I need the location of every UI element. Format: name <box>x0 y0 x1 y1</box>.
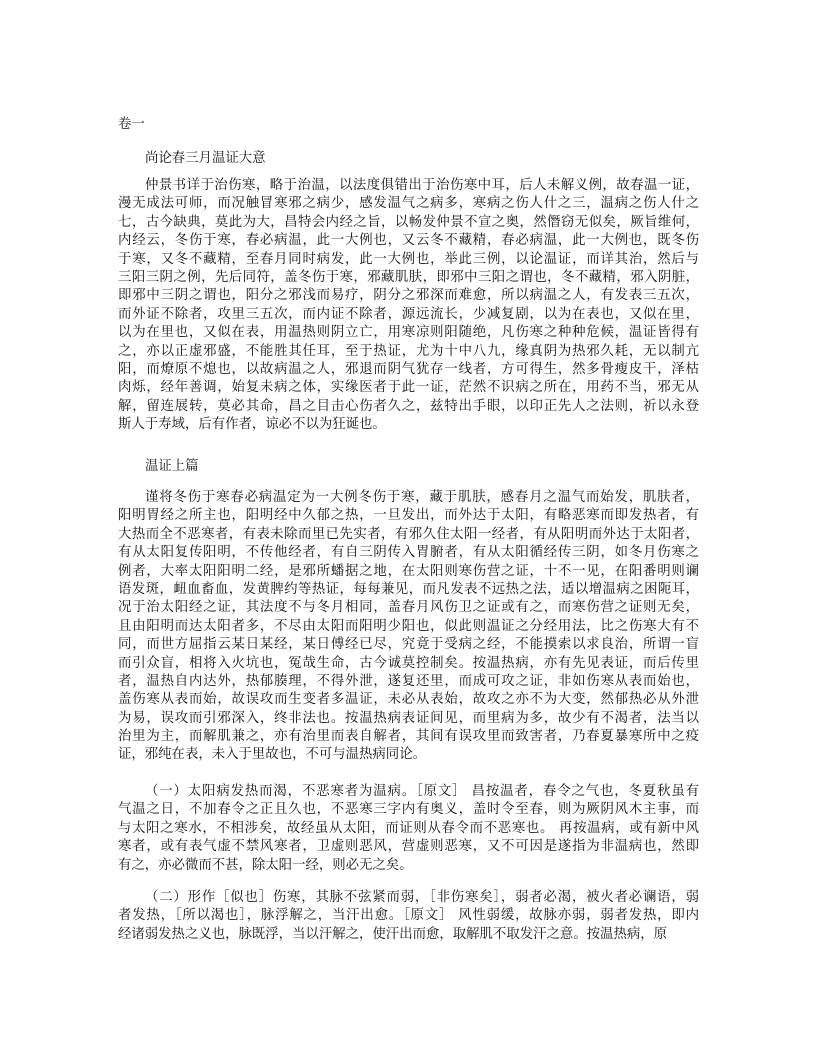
text-line: 气温之日，不加春令之正且久也，不恶寒三字内有奥义，盖时令至春，则为厥阴风木主事，而 <box>118 802 699 818</box>
volume-label: 卷一 <box>118 117 145 132</box>
text-line: 即邪中三阴之谓也，阳分之邪浅而易疗，阴分之邪深而难愈，所以病温之人，有发表三五次， <box>118 288 699 304</box>
text-line: 漫无成法可师，而况触冒寒邪之病少，感发温气之病多，寒病之伤人什之三，温病之伤人什之 <box>118 196 699 212</box>
text-line: （二）形作［似也］伤寒，其脉不弦紧而弱，［非伤寒矣］，弱者必渴，被火者必谰语，弱 <box>145 890 699 905</box>
text-line: 解，留连展转，莫必其命，昌之目击心伤者久之，兹特出手眼，以印正先人之法则，祈以永登 <box>118 398 699 414</box>
paragraph-4 <box>118 889 699 944</box>
text-line: 者发热，［所以渴也］，脉浮解之，当汗出愈。［原文］ 风性弱缓，故脉亦弱，弱者发热，即内 <box>118 908 699 924</box>
text-line: 三阳三阴之例，先后同符，盖冬伤于寒，邪藏肌肤，即邪中三阳之谓也，冬不藏精，邪入阴脏， <box>118 269 699 285</box>
text-line: 且由阳明而达太阳者多，不尽由太阳而阳明少阳也，似此则温证之分经用法，比之伤寒大有不 <box>118 618 699 634</box>
text-line: 况于治太阳经之证，其法度不与冬月相同，盖春月风伤卫之证或有之，而寒伤营之证则无矣， <box>118 600 699 616</box>
text-line: 经诸弱发热之义也，脉既浮，当以汗解之，使汗出而愈，取解肌不取发汗之意。按温热病，原 <box>118 926 668 942</box>
text-line: 治里为主，而解肌兼之，亦有治里而表自解者，其间有误攻里而致害者，乃春夏暴寒所中之疫 <box>118 729 699 745</box>
text-line: 于寒，又冬不藏精，至春月同时病发，此一大例也，举此三例，以论温证，而详其治，然后与 <box>118 251 699 267</box>
text-line: 斯人于寿域，后有作者，谅必不以为狂诞也。 <box>118 417 386 433</box>
section-heading <box>118 150 699 168</box>
text-line: 内经云，冬伤于寒，春必病温，此一大例也，又云冬不藏精，春必病温，此一大例也，既冬伤 <box>118 233 699 249</box>
text-line: 大热而全不恶寒者，有表未除而里已先实者，有邪久住太阳一经者，有从阳明而外达于太阳者， <box>118 526 699 542</box>
text-line: 以为在里也，又似在表，用温热则阴立亡，用寒凉则阳随绝，凡伤寒之种种危候，温证皆得有 <box>118 325 699 341</box>
text-line: 语发斑，衄血畜血，发黄脾约等热证，每每兼见，而凡发表不远热之法，适以增温病之困阨耳， <box>118 581 699 597</box>
text-line: 者，温热自内达外，热郁腠理，不得外泄，遂复还里，而成可攻之证，非如伤寒从表而始也， <box>118 673 699 689</box>
text-line: 之，亦以正虚邪盛，不能胜其任耳，至于热证，尤为十中八九，缘真阴为热邪久耗，无以制亢 <box>118 343 699 359</box>
text-line: 同，而世方屈指云某日某经，某日傅经已尽，究竟于受病之经，不能摸索以求良治，所谓一盲 <box>118 637 699 653</box>
paragraph-2 <box>118 489 699 765</box>
paragraph-3 <box>118 783 699 875</box>
text-line: 寒者，或有表气虚不禁风寒者，卫虚则恶风，营虚则恶寒，又不可因是遂指为非温病也，然即 <box>118 839 699 855</box>
text-line: 肉烁，经年善调，始复未病之体，实缘医者于此一证，茫然不识病之所在，用药不当，邪无从 <box>118 380 699 396</box>
text-line: 有从太阳复传阳明，不传他经者，有自三阴传入胃腑者，有从太阳循经传三阴，如冬月伤寒之 <box>118 545 699 561</box>
text-line: 盖伤寒从表而始，故误攻而生变者多温证，未必从表始，故攻之亦不为大变，然郁热必从外泄 <box>118 692 699 708</box>
text-line: 证，邪纯在表，未入于里故也，不可与温热病同论。 <box>118 747 426 763</box>
text-line: 而外证不除者，攻里三五次，而内证不除者，源远流长，少减复剧，以为在表也，又似在里， <box>118 306 699 322</box>
text-line: 为易，误攻而引邪深入，终非法也。按温热病表证间见，而里病为多，故少有不渴者，法当以 <box>118 710 699 726</box>
text-line: 仲景书详于治伤寒，略于治温，以法度俱错出于治伤寒中耳，后人未解义例，故春温一证， <box>145 178 699 193</box>
section2-title: 温证上篇 <box>145 459 199 474</box>
text-line: （一）太阳病发热而渴，不恶寒者为温病。［原文］ 昌按温者，春令之气也，冬夏秋虽有 <box>145 784 699 799</box>
volume-heading <box>118 116 699 134</box>
text-line: 而引众盲，相将入火坑也，冤哉生命，古今诚莫控制矣。按温热病，亦有先见表证，而后传里 <box>118 655 699 671</box>
paragraph-1 <box>118 177 699 434</box>
text-line: 七，古今缺典，莫此为大，昌特会内经之旨，以畅发仲景不宣之奥，然僭窃无似矣，厥旨维何， <box>118 214 699 230</box>
text-line: 与太阳之寒水，不相涉矣，故经虽从太阳，而证则从春令而不恶寒也。 再按温病，或有新中风 <box>118 820 699 836</box>
text-line: 阳，而燎原不熄也，以故病温之人，邪退而阴气犹存一线者，方可得生，然多骨瘦皮干，泽枯 <box>118 361 699 377</box>
section-heading <box>118 458 699 476</box>
text-line: 谨将冬伤于寒春必病温定为一大例冬伤于寒，藏于肌肤，感春月之温气而始发，肌肤者， <box>145 490 699 505</box>
text-line: 例者，大率太阳阳明二经，是邪所蟠据之地，在太阳则寒伤营之证，十不一见，在阳番明则谰 <box>118 563 699 579</box>
text-line: 阳明胃经之所主也，阳明经中久郁之热，一旦发出，而外达于太阳，有略恶寒而即发热者，有 <box>118 508 699 524</box>
section1-title: 尚论春三月温证大意 <box>145 151 266 166</box>
text-line: 有之，亦必微而不甚，除太阳一经，则必无之矣。 <box>118 857 413 873</box>
